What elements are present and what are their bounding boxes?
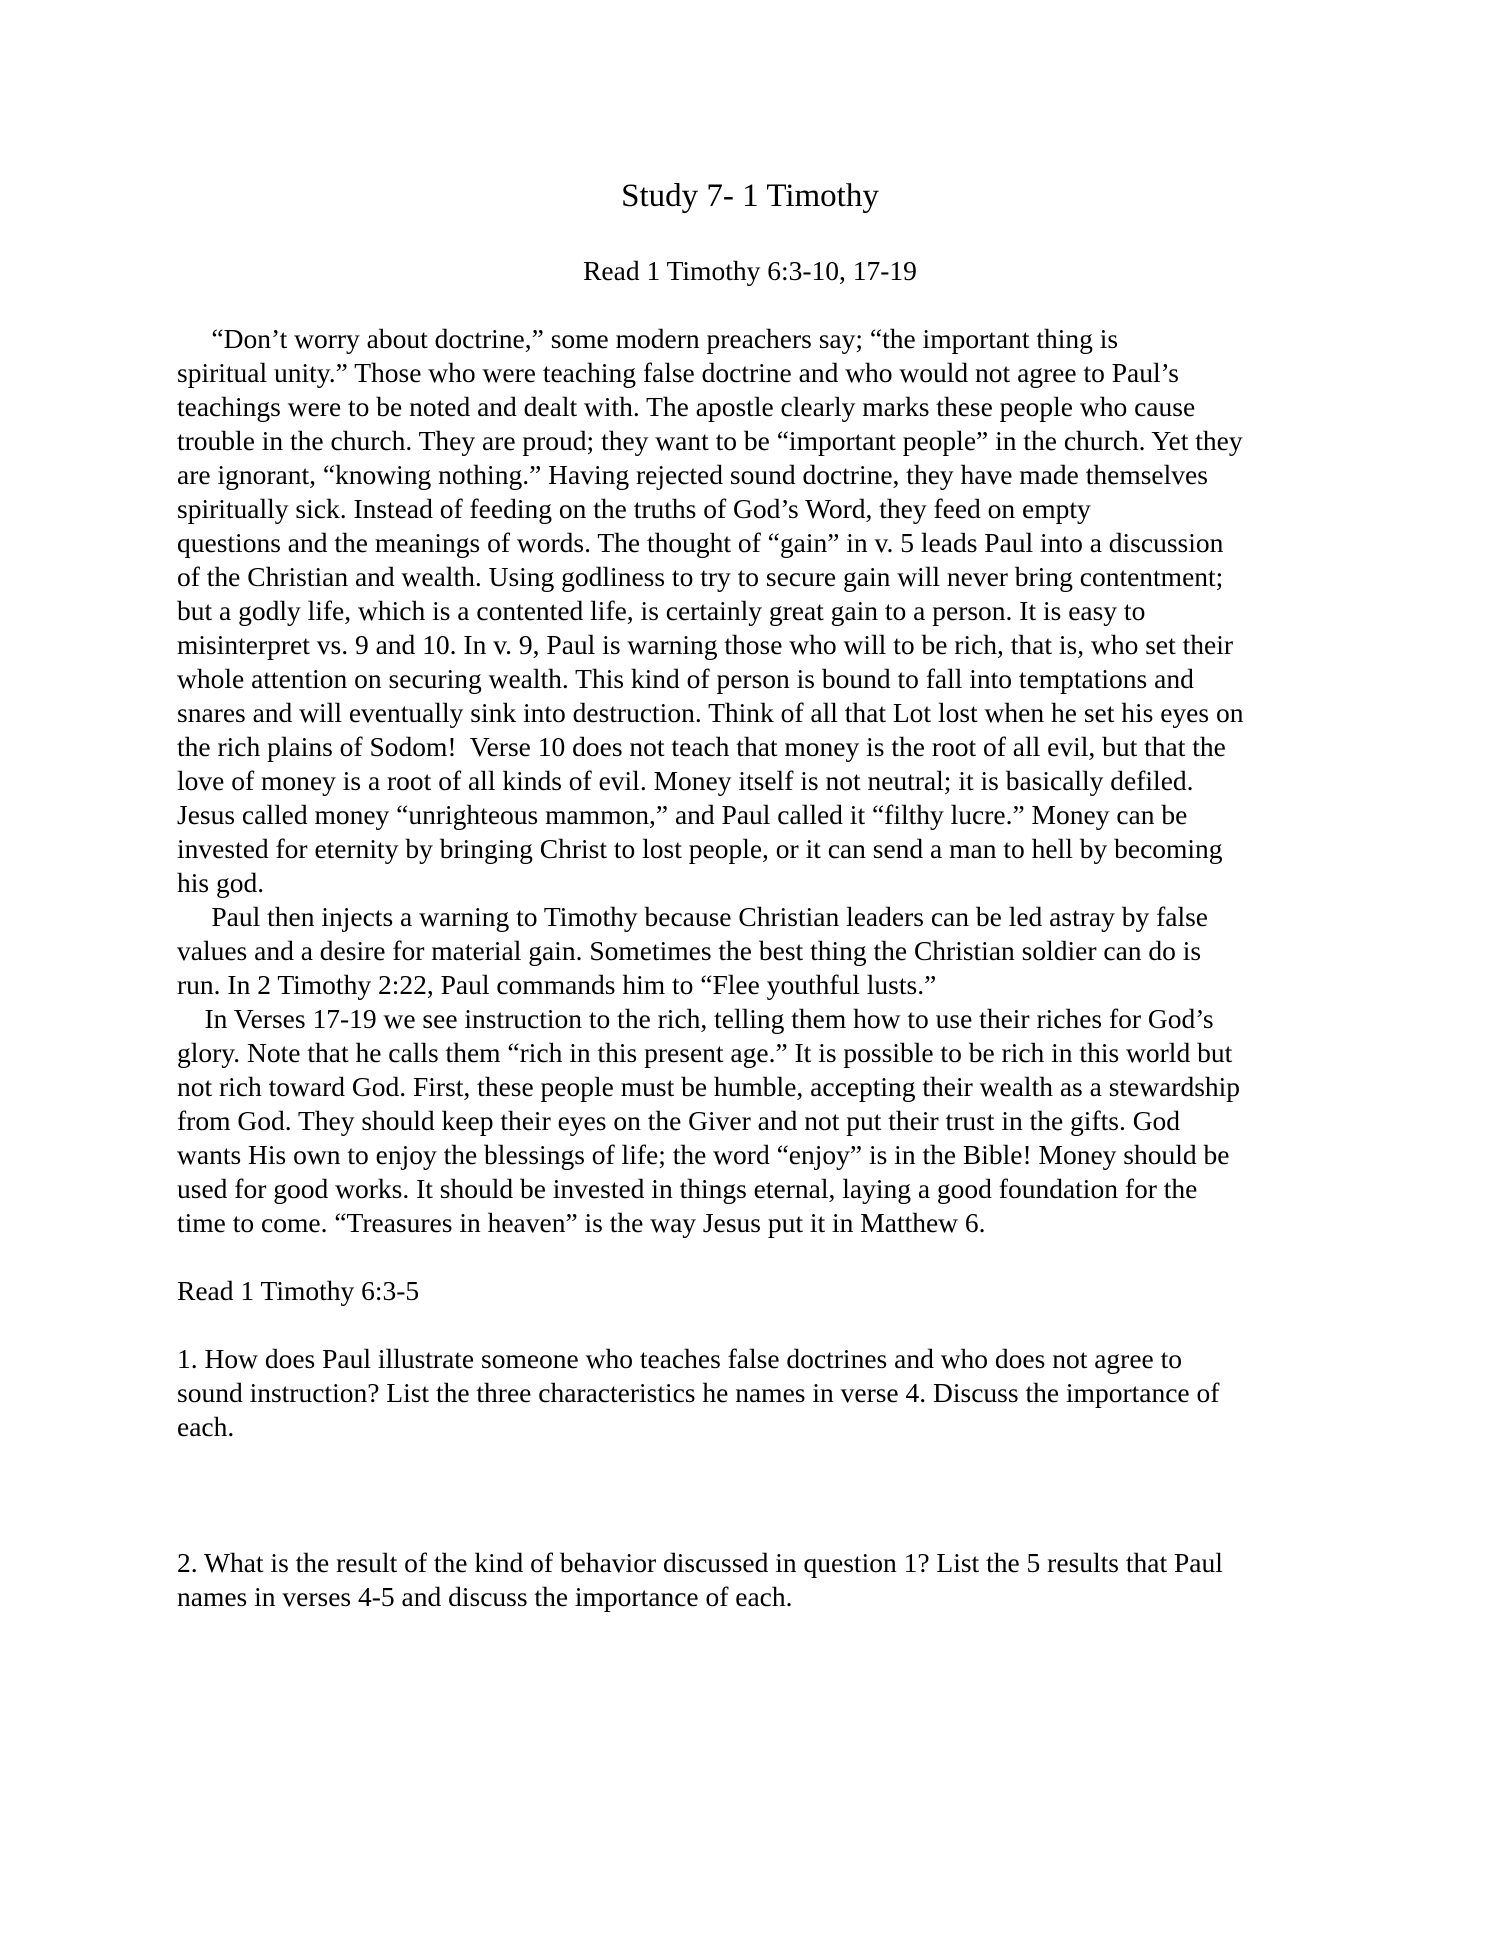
text-line: “Don’t worry about doctrine,” some modern preachers say; “the important thing is [177, 323, 1119, 354]
paragraph-warning-to-timothy [177, 900, 1337, 1002]
text-line: from God. They should keep their eyes on the Giver and not put their trust in the gifts. God [177, 1105, 1181, 1136]
reading-assignment: Read 1 Timothy 6:3-10, 17-19 [583, 255, 917, 286]
paragraph-instruction-to-rich [177, 1002, 1337, 1240]
text-line: the rich plains of Sodom! Verse 10 does not teach that money is the root of all evil, but that the [177, 731, 1226, 762]
text-line: used for good works. It should be invested in things eternal, laying a good foundation for the [177, 1173, 1198, 1204]
text-line: questions and the meanings of words. The thought of “gain” in v. 5 leads Paul into a discussion [177, 527, 1224, 558]
paragraph-doctrine-and-wealth [177, 322, 1337, 900]
reading-prompt: Read 1 Timothy 6:3-5 [177, 1275, 420, 1306]
text-line: snares and will eventually sink into destruction. Think of all that Lot lost when he set his eyes on [177, 697, 1244, 728]
text-line: Paul then injects a warning to Timothy because Christian leaders can be led astray by false [177, 901, 1208, 932]
text-line: not rich toward God. First, these people must be humble, accepting their wealth as a stewardship [177, 1071, 1241, 1102]
text-line: wants His own to enjoy the blessings of life; the word “enjoy” is in the Bible! Money should be [177, 1139, 1230, 1170]
question-2 [177, 1546, 1337, 1614]
text-line: invested for eternity by bringing Christ to lost people, or it can send a man to hell by becoming [177, 833, 1223, 864]
text-line: Jesus called money “unrighteous mammon,” and Paul called it “filthy lucre.” Money can be [177, 799, 1188, 830]
text-line: misinterpret vs. 9 and 10. In v. 9, Paul is warning those who will to be rich, that is, who set their [177, 629, 1234, 660]
text-line: values and a desire for material gain. Sometimes the best thing the Christian soldier can do is [177, 935, 1202, 966]
text-line: glory. Note that he calls them “rich in this present age.” It is possible to be rich in this world but [177, 1037, 1233, 1068]
question-line: each. [177, 1411, 235, 1442]
question-line: names in verses 4-5 and discuss the importance of each. [177, 1581, 793, 1612]
text-line: In Verses 17-19 we see instruction to the rich, telling them how to use their riches for God’s [177, 1003, 1214, 1034]
text-line: spiritual unity.” Those who were teaching false doctrine and who would not agree to Paul’s [177, 357, 1179, 388]
question-1 [177, 1342, 1337, 1444]
text-line: of the Christian and wealth. Using godliness to try to secure gain will never bring contentment; [177, 561, 1224, 592]
text-line: time to come. “Treasures in heaven” is the way Jesus put it in Matthew 6. [177, 1207, 986, 1238]
text-line: spiritually sick. Instead of feeding on the truths of God’s Word, they feed on empty [177, 493, 1091, 524]
text-line: teachings were to be noted and dealt with. The apostle clearly marks these people who cause [177, 391, 1196, 422]
text-line: trouble in the church. They are proud; they want to be “important people” in the church. Yet they [177, 425, 1243, 456]
text-line: whole attention on securing wealth. This kind of person is bound to fall into temptations and [177, 663, 1194, 694]
text-line: are ignorant, “knowing nothing.” Having rejected sound doctrine, they have made themselves [177, 459, 1208, 490]
question-line: 1. How does Paul illustrate someone who teaches false doctrines and who does not agree to [177, 1343, 1183, 1374]
question-line: sound instruction? List the three characteristics he names in verse 4. Discuss the importance of [177, 1377, 1220, 1408]
text-line: love of money is a root of all kinds of evil. Money itself is not neutral; it is basically defiled. [177, 765, 1194, 796]
question-line: 2. What is the result of the kind of behavior discussed in question 1? List the 5 results that Paul [177, 1547, 1223, 1578]
text-line: but a godly life, which is a contented life, is certainly great gain to a person. It is easy to [177, 595, 1146, 626]
text-line: his god. [177, 867, 265, 898]
text-line: run. In 2 Timothy 2:22, Paul commands him to “Flee youthful lusts.” [177, 969, 937, 1000]
page-title: Study 7- 1 Timothy [621, 178, 879, 214]
